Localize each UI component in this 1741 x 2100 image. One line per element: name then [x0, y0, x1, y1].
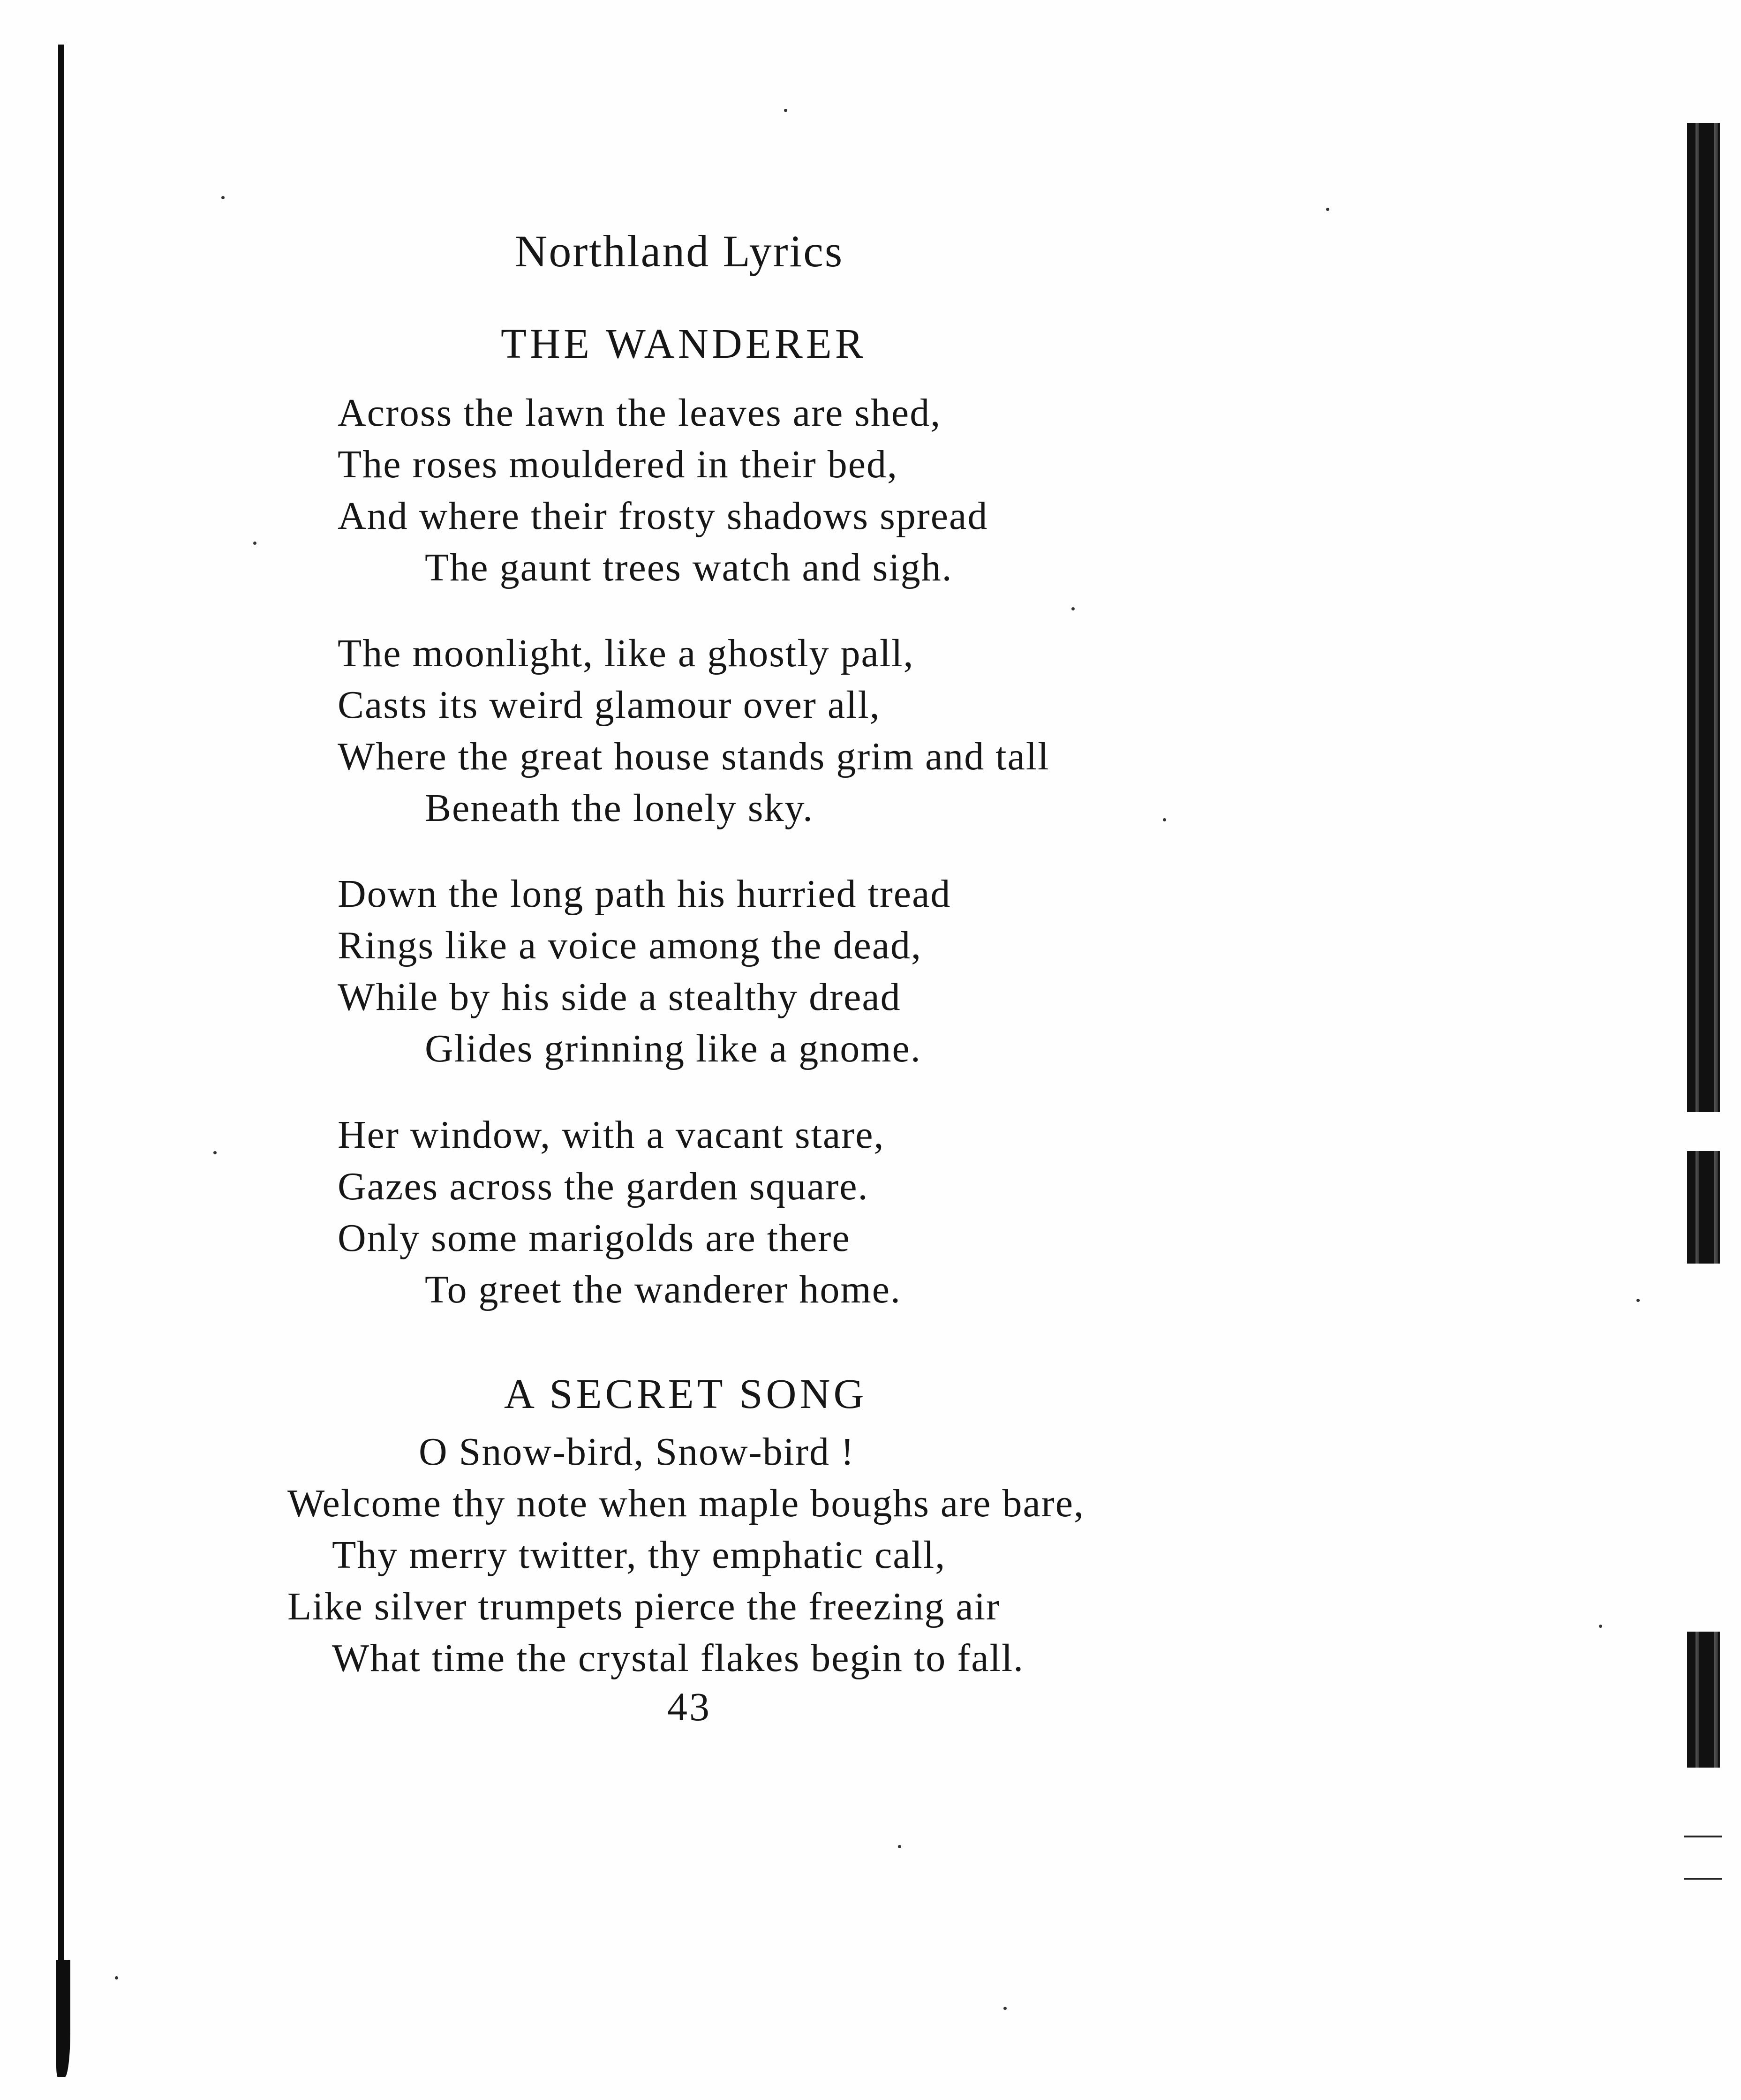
poem-line: The moonlight, like a ghostly pall,	[338, 632, 914, 675]
poem-line: The roses mouldered in their bed,	[338, 443, 898, 486]
poem-line: Glides grinning like a gnome.	[425, 1027, 921, 1070]
poem-line: Across the lawn the leaves are shed,	[338, 391, 942, 435]
poem-line: O Snow-bird, Snow-bird !	[419, 1430, 855, 1474]
poem-line: The gaunt trees watch and sigh.	[425, 546, 953, 589]
poem-line: Like silver trumpets pierce the freezing air	[287, 1585, 1001, 1628]
poem-line: What time the crystal flakes begin to fall.	[332, 1636, 1025, 1680]
running-head: Northland Lyrics	[515, 226, 844, 276]
poem-line: And where their frosty shadows spread	[338, 494, 988, 538]
poem-line: Welcome thy note when maple boughs are bare,	[287, 1482, 1085, 1525]
poem-line: Down the long path his hurried tread	[338, 872, 951, 916]
poem-line: Beneath the lonely sky.	[425, 786, 814, 830]
poem-line: While by his side a stealthy dread	[338, 975, 901, 1019]
poem-title: A SECRET SONG	[504, 1371, 867, 1417]
poem-line: Her window, with a vacant stare,	[338, 1113, 885, 1157]
poem-line: Only some marigolds are there	[338, 1216, 851, 1260]
page-number: 43	[667, 1684, 711, 1729]
poem-line: Thy merry twitter, thy emphatic call,	[332, 1533, 946, 1577]
poem-line: Casts its weird glamour over all,	[338, 683, 881, 727]
poem-title: THE WANDERER	[501, 321, 867, 367]
poem-line: Where the great house stands grim and tall	[338, 735, 1050, 778]
poem-line: To greet the wanderer home.	[425, 1268, 902, 1311]
poem-line: Gazes across the garden square.	[338, 1165, 869, 1208]
poem-line: Rings like a voice among the dead,	[338, 924, 922, 967]
